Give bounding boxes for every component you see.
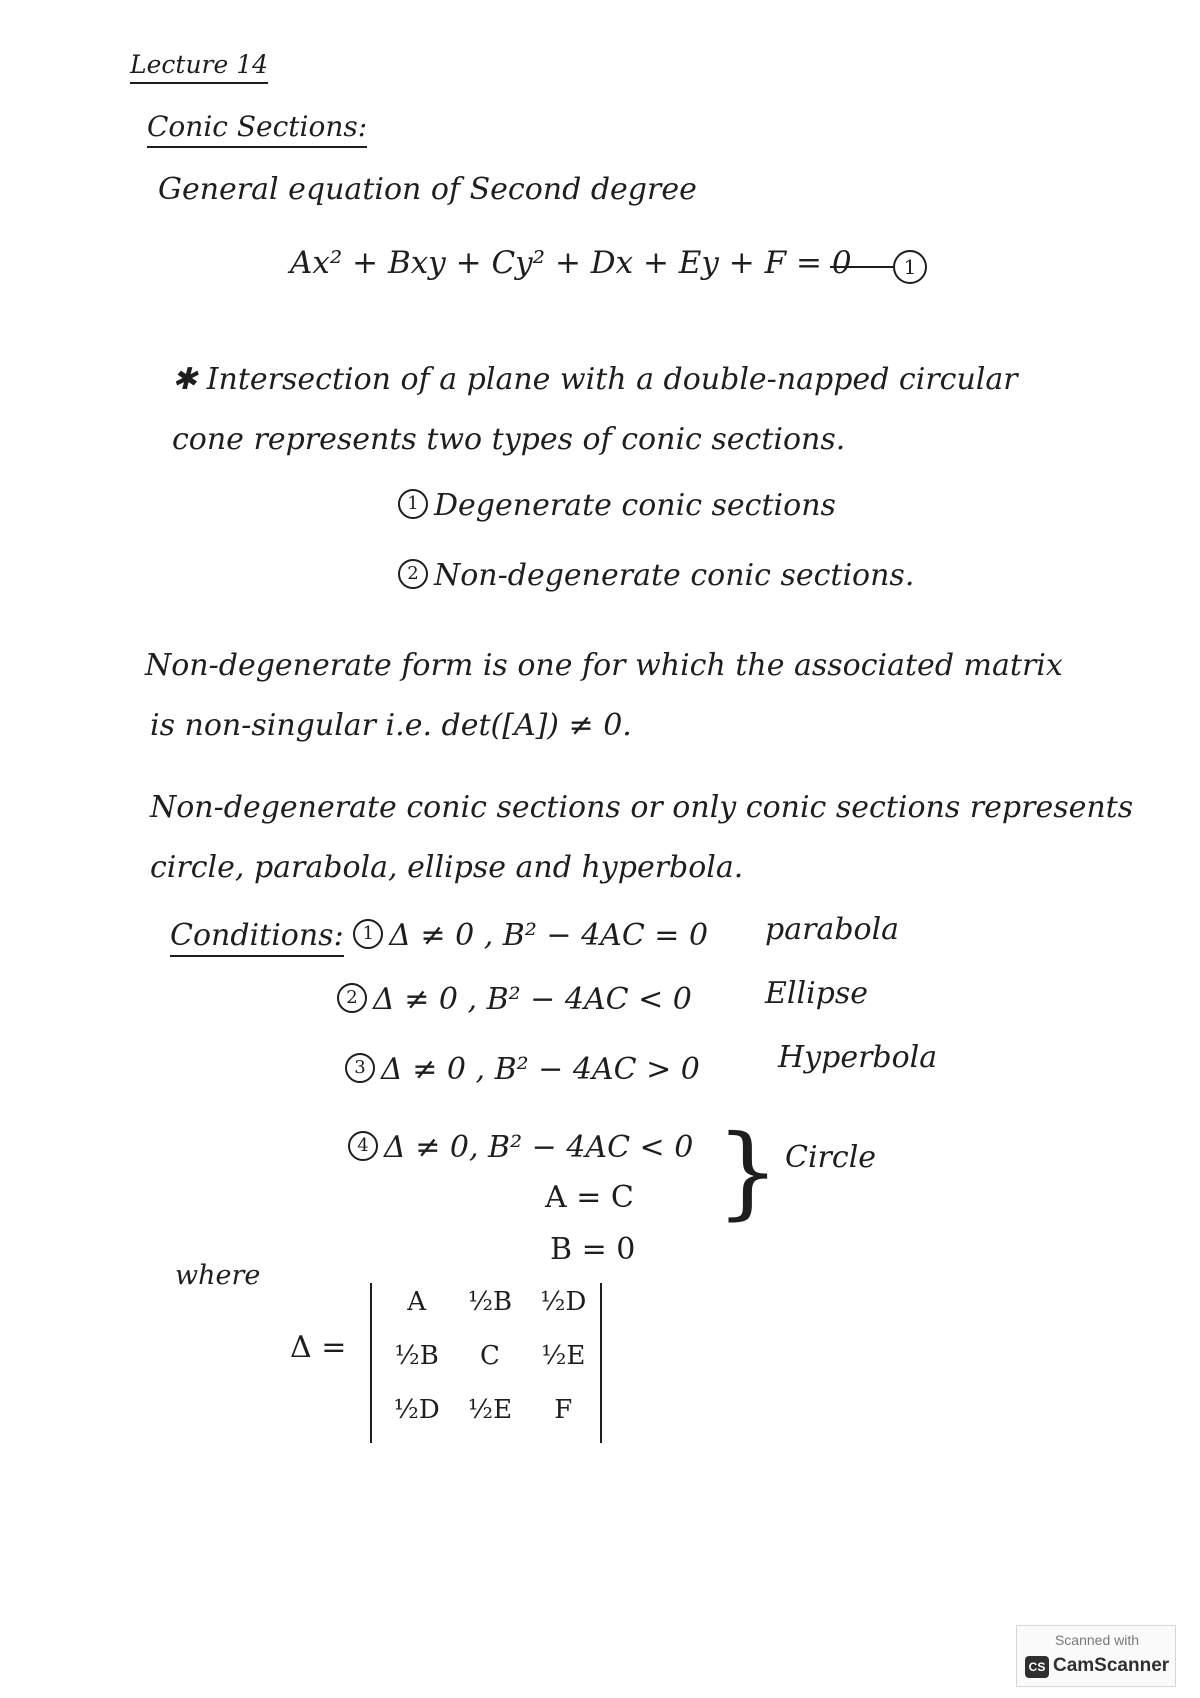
matrix-cell: F (554, 1395, 573, 1425)
stamp-brand-name: CamScanner (1053, 1655, 1170, 1676)
condition-number-4: 4 (348, 1131, 378, 1161)
lecture-title: Lecture 14 (130, 50, 268, 84)
matrix-cell: ½D (393, 1395, 440, 1425)
intersection-line-1: ✱ Intersection of a plane with a double-napped circular (172, 362, 1018, 397)
determinant-matrix (380, 1282, 600, 1430)
circle-conditions-brace: } (716, 1113, 780, 1230)
matrix-cell: A (407, 1287, 427, 1317)
intersection-line-2: cone represents two types of conic sections. (172, 422, 846, 457)
condition-expr-3: Δ ≠ 0 , B² − 4AC > 0 (381, 1052, 700, 1087)
type-item-1 (398, 488, 836, 524)
nondegenerate-line-2: is non-singular i.e. det([A]) ≠ 0. (150, 708, 632, 743)
intro-line: General equation of Second degree (158, 172, 697, 207)
condition-expr-1: Δ ≠ 0 , B² − 4AC = 0 (389, 918, 709, 953)
matrix-cell: C (480, 1341, 500, 1371)
condition-row-4 (348, 1130, 693, 1166)
condition-number-2: 2 (337, 983, 367, 1013)
condition-result-3: Hyperbola (778, 1040, 938, 1075)
section-title: Conic Sections: (147, 110, 367, 148)
determinant-right-bar (600, 1283, 602, 1443)
conditions-label: Conditions: (170, 918, 344, 957)
type-number-1: 1 (398, 489, 428, 519)
type-item-2 (398, 558, 914, 594)
condition-row-3 (345, 1052, 700, 1088)
circle-extra-2: B = 0 (550, 1232, 636, 1267)
matrix-cell: ½B (394, 1341, 439, 1371)
condition-result-1: parabola (765, 912, 900, 947)
type-number-2: 2 (398, 559, 428, 589)
matrix-cell: ½E (467, 1395, 513, 1425)
general-equation: Ax² + Bxy + Cy² + Dx + Ey + F = 0 (290, 245, 852, 281)
determinant-left-bar (370, 1283, 372, 1443)
nondegenerate-line-1: Non-degenerate form is one for which the associated matrix (145, 648, 1063, 683)
where-label: where (175, 1260, 261, 1291)
equation-tag: 1 (893, 250, 927, 284)
type-text-2: Non-degenerate conic sections. (434, 558, 915, 593)
condition-result-4: Circle (785, 1140, 877, 1175)
condition-number-3: 3 (345, 1053, 375, 1083)
equation-tag-line (830, 266, 894, 268)
matrix-cell: ½E (541, 1341, 586, 1371)
condition-expr-2: Δ ≠ 0 , B² − 4AC < 0 (373, 982, 692, 1017)
condition-row-1 (170, 918, 708, 954)
condition-number-1: 1 (353, 919, 383, 949)
represents-line-1: Non-degenerate conic sections or only conic sections represents (150, 790, 1134, 825)
condition-expr-4: Δ ≠ 0, B² − 4AC < 0 (384, 1130, 694, 1165)
condition-row-2 (337, 982, 692, 1018)
delta-label: Δ = (290, 1330, 347, 1365)
represents-line-2: circle, parabola, ellipse and hyperbola. (150, 850, 744, 885)
matrix-cell: ½B (467, 1287, 513, 1317)
stamp-caption: Scanned with (1054, 1632, 1140, 1648)
circle-extra-1: A = C (545, 1180, 634, 1215)
camscanner-logo-icon: CS (1025, 1656, 1049, 1678)
camscanner-stamp (1016, 1625, 1176, 1687)
matrix-cell: ½D (540, 1287, 587, 1317)
condition-result-2: Ellipse (765, 976, 869, 1011)
type-text-1: Degenerate conic sections (434, 488, 836, 523)
